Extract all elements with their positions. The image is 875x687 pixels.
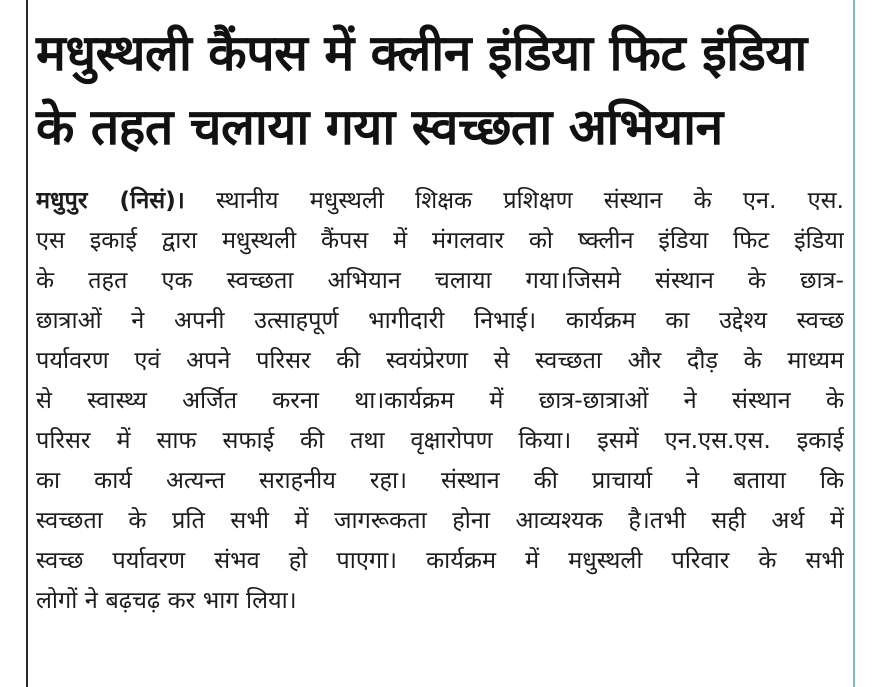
body-line: परिसर में साफ सफाई की तथा वृक्षारोपण किया। इसमें एन.एस.एस. इकाई — [36, 426, 844, 454]
column-divider-right — [853, 0, 855, 687]
headline-line: के तहत चलाया गया स्वच्छता अभियान — [36, 98, 723, 156]
body-line: एस इकाई द्वारा मधुस्थली कैंपस में मंगलवार को ष्क्लीन इंडिया फिट इंडिया — [36, 226, 844, 254]
body-line: से स्वास्थ्य अर्जित करना था।कार्यक्रम में छात्र-छात्राओं ने संस्थान के — [36, 386, 844, 414]
body-line — [36, 180, 844, 220]
body-line-text: स्थानीय मधुस्थली शिक्षक प्रशिक्षण संस्थान के एन. एस. — [215, 186, 844, 214]
body-line: छात्राओं ने अपनी उत्साहपूर्ण भागीदारी निभाई। कार्यक्रम का उद्देश्य स्वच्छ — [36, 306, 844, 334]
dateline: मधुपुर (निसं)। — [36, 186, 185, 214]
article-body — [36, 180, 844, 620]
headline-line: मधुस्थली कैंपस में क्लीन इंडिया फिट इंडिया — [36, 24, 807, 82]
body-line: स्वच्छता के प्रति सभी में जागरूकता होना आव्यश्यक है।तभी सही अर्थ में — [36, 506, 844, 534]
body-line: लोगों ने बढ़चढ़ कर भाग लिया। — [36, 586, 297, 614]
headline — [36, 16, 844, 164]
body-line: पर्यावरण एवं अपने परिसर की स्वयंप्रेरणा से स्वच्छता और दौड़ के माध्यम — [36, 346, 844, 374]
column-divider-left — [26, 0, 28, 687]
body-line: का कार्य अत्यन्त सराहनीय रहा। संस्थान की प्राचार्या ने बताया कि — [36, 466, 844, 494]
body-line: स्वच्छ पर्यावरण संभव हो पाएगा। कार्यक्रम में मधुस्थली परिवार के सभी — [36, 546, 844, 574]
body-line: के तहत एक स्वच्छता अभियान चलाया गया।जिसमे संस्थान के छात्र- — [36, 266, 844, 294]
clipped-text-top — [60, 0, 840, 4]
clipped-text-bottom — [30, 676, 830, 687]
